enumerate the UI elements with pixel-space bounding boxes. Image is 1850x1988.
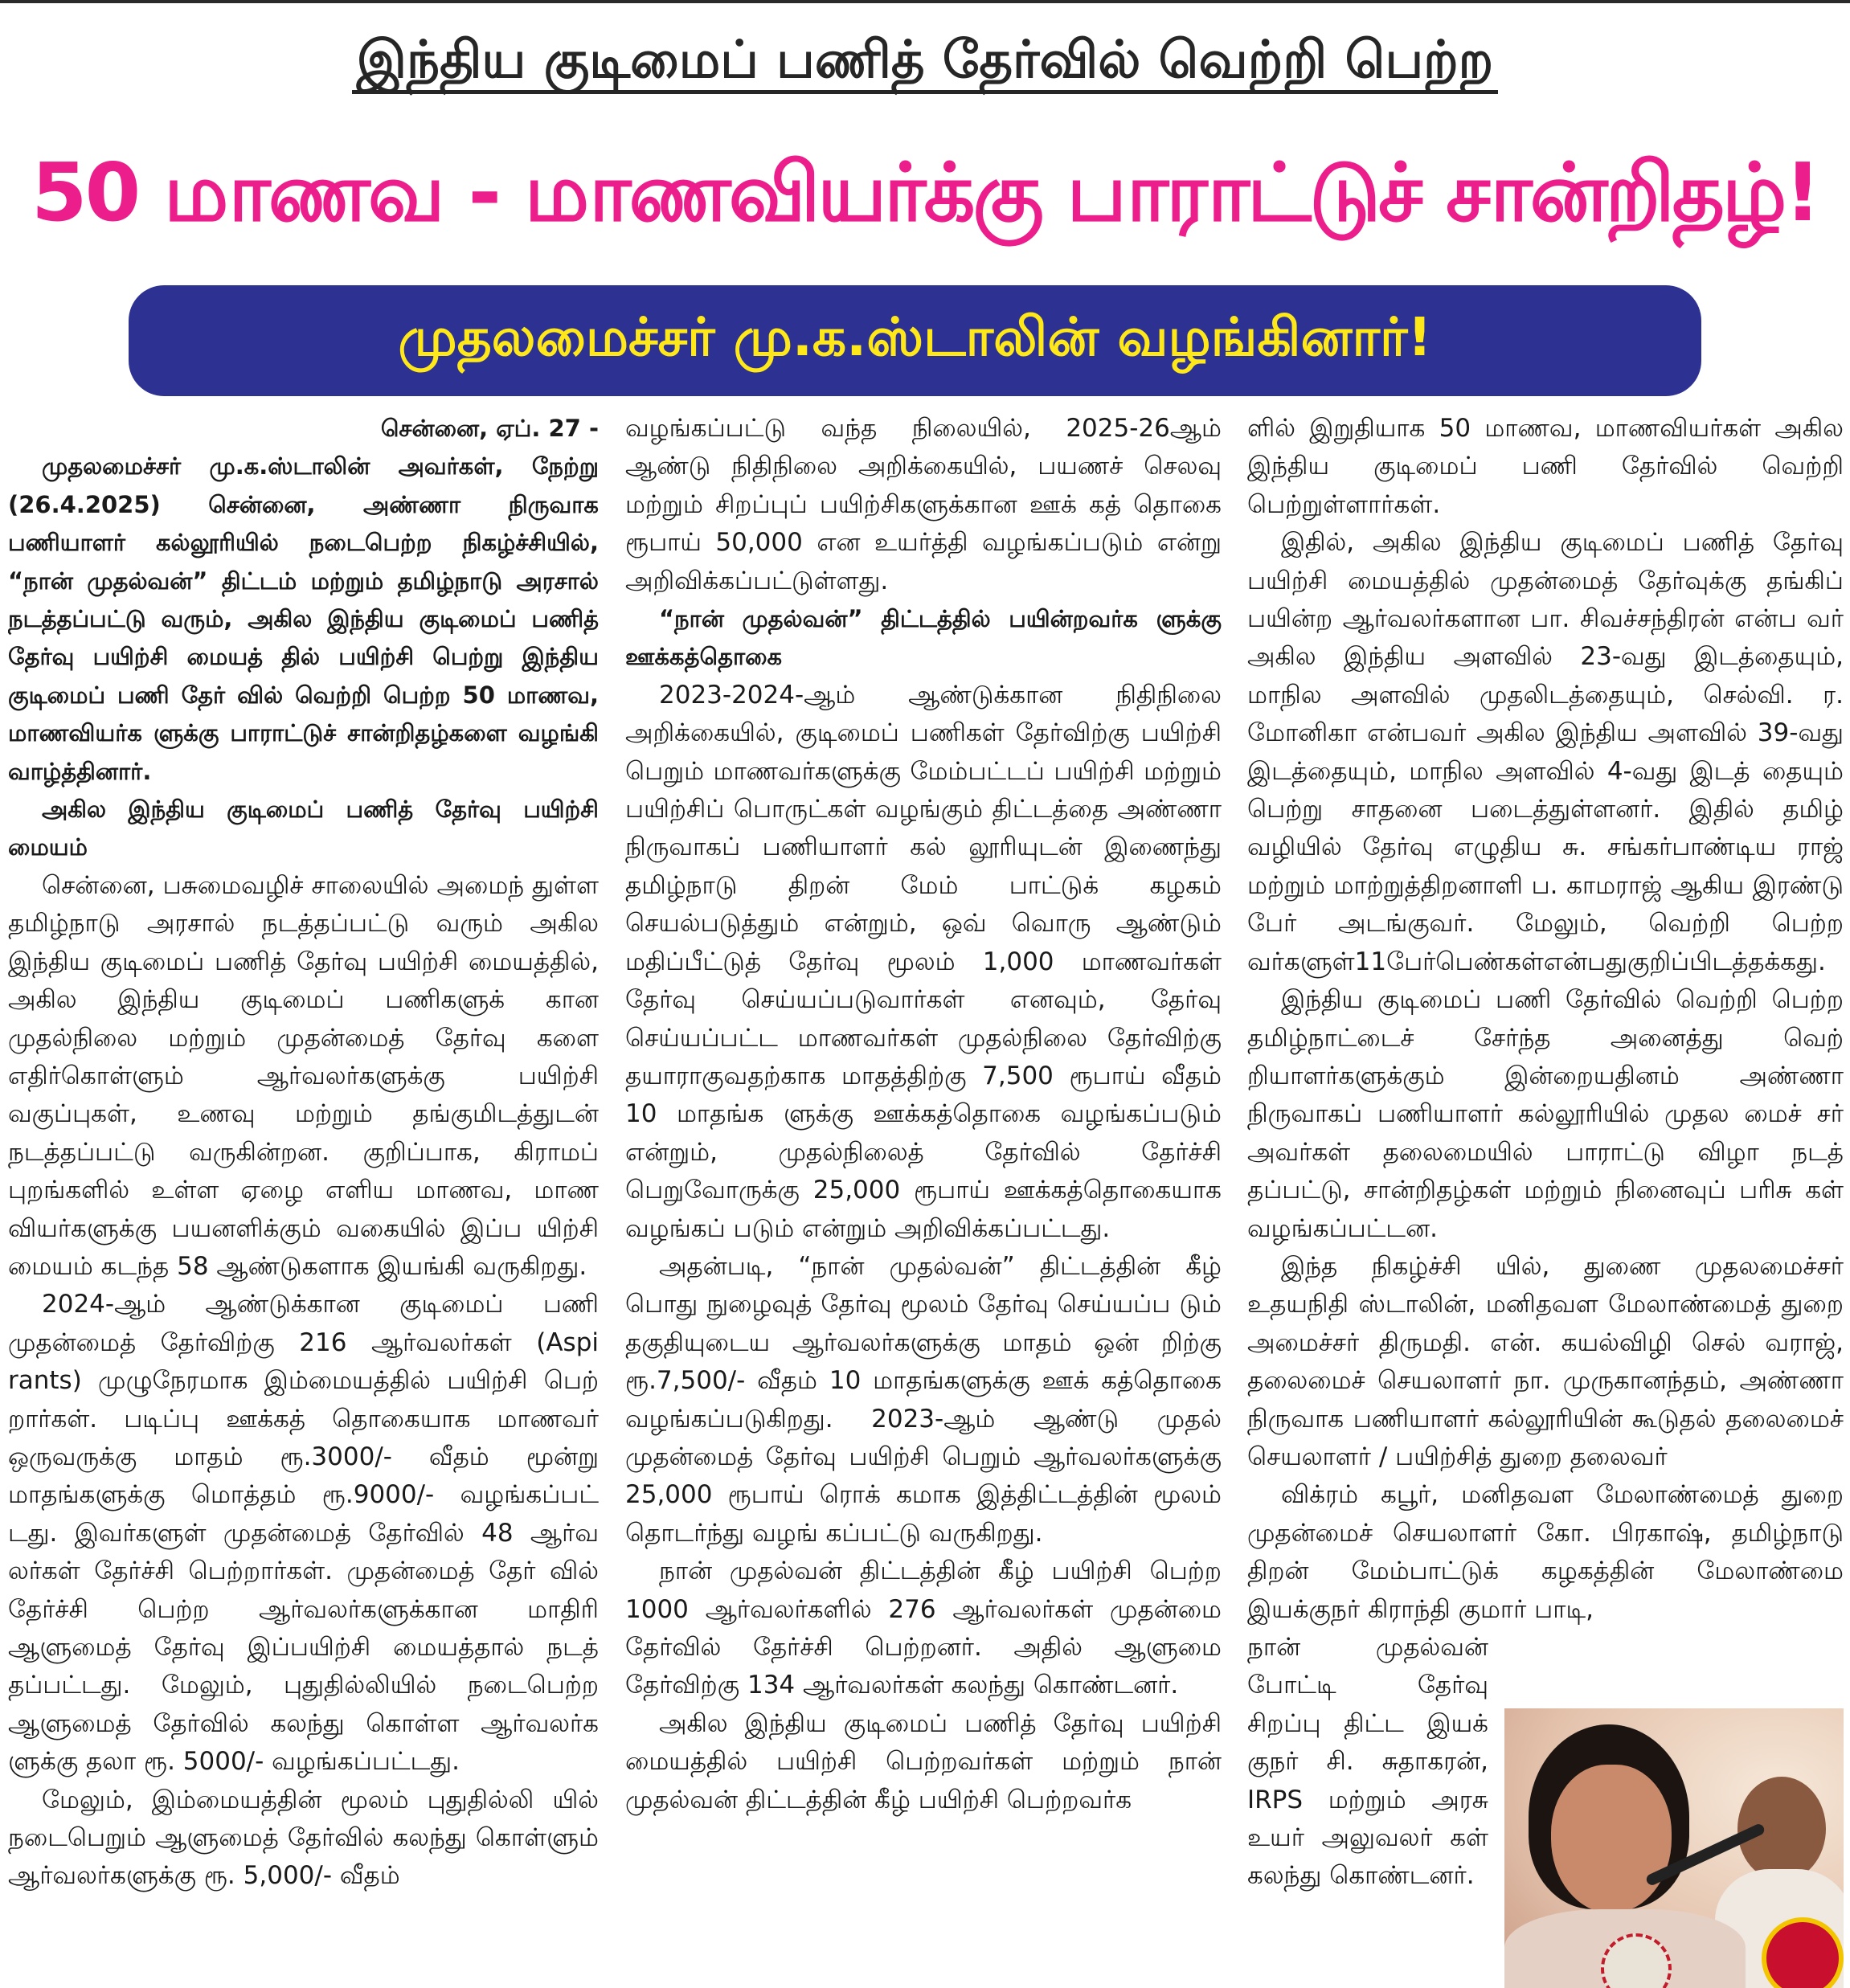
paragraph: சென்னை, பசுமைவழிச் சாலையில் அமைந் துள்ள தமிழ்நாடு அரசால் நடத்தப்பட்டு வரும் அகில இந்திய குடிமைப் பணித் தேர்வு பயிற்சி மையத்தில், அகில இந்திய குடிமைப் பணிகளுக் கான முதல்நிலை மற்றும் முதன்மைத் தேர்வு களை எதிர்கொள்ளும் ஆர்வலர்களுக்கு பயிற்சி வகுப்புகள், உணவு மற்றும் தங்குமிடத்துடன் நடத்தப்பட்டு வருகின்றன. குறிப்பாக, கிராமப் புறங்களில் உள்ள ஏழை எளிய மாணவ, மாண வியர்களுக்கு பயனளிக்கும் வகையில் இப்ப யிற்சி மையம் கடந்த 58 ஆண்டுகளாக இயங்கி வருகிறது. (8, 870, 599, 1281)
main-headline: 50 மாணவ - மாணவியர்க்கு பாராட்டுச் சான்றிதழ்! (31, 145, 1819, 239)
paragraph: ளில் இறுதியாக 50 மாணவ, மாணவியர்கள் அகில இந்திய குடிமைப் பணி தேர்வில் வெற்றி பெற்றுள்ளார்கள். (1247, 414, 1844, 519)
subheading-banner (129, 285, 1701, 396)
section-heading: “நான் முதல்வன்” திட்டத்தில் பயின்றவர்க ளுக்கு ஊக்கத்தொகை (625, 605, 1222, 671)
photo-speaker-at-podium (1504, 1708, 1844, 1988)
paragraph: இந்த நிகழ்ச்சி யில், துணை முதலமைச்சர் உதயநிதி ஸ்டாலின், மனிதவள மேலாண்மைத் துறை அமைச்சர் திருமதி. என். கயல்விழி செல் வராஜ், தலைமைச் செயலாளர் நா. முருகானந்தம், அண்ணா நிருவாக பணியாளர் கல்லூரியின் கூடுதல் தலைமைச் செயலாளர் / பயிற்சித் துறை தலைவர் (1247, 1251, 1844, 1471)
paragraph: விக்ரம் கபூர், மனிதவள மேலாண்மைத் துறை முதன்மைச் செயலாளர் கோ. பிரகாஷ், தமிழ்நாடு திறன் மேம்பாட்டுக் கழகத்தின் மேலாண்மை இயக்குநர் கிராந்தி குமார் பாடி, (1247, 1480, 1844, 1624)
paragraph: வழங்கப்பட்டு வந்த நிலையில், 2025-26ஆம் ஆண்டு நிதிநிலை அறிக்கையில், பயணச் செலவு மற்றும் சிறப்புப் பயிற்சிகளுக்கான ஊக் கத் தொகை ரூபாய் 50,000 என உயர்த்தி வழங்கப்படும் என்று அறிவிக்கப்பட்டுள்ளது. (625, 414, 1222, 595)
article-column-1 (8, 410, 599, 1977)
paragraph: அதன்படி, “நான் முதல்வன்” திட்டத்தின் கீழ் பொது நுழைவுத் தேர்வு மூலம் தேர்வு செய்யப்ப டும் தகுதியுடைய ஆர்வலர்களுக்கு மாதம் ஒன் றிற்கு ரூ.7,500/- வீதம் 10 மாதங்களுக்கு ஊக் கத்தொகை வழங்கப்படுகிறது. 2023-ஆம் ஆண்டு முதல் முதன்மைத் தேர்வு பயிற்சி பெறும் ஆர்வலர்களுக்கு 25,000 ரூபாய் ரொக் கமாக இத்திட்டத்தின் மூலம் தொடர்ந்து வழங் கப்பட்டு வருகிறது. (625, 1251, 1222, 1548)
paragraph: 2024-ஆம் ஆண்டுக்கான குடிமைப் பணி முதன்மைத் தேர்விற்கு 216 ஆர்வலர்கள் (Aspi rants) முழுநேரமாக இம்மையத்தில் பயிற்சி பெற் றார்கள். படிப்பு ஊக்கத் தொகையாக மாணவர் ஒருவருக்கு மாதம் ரூ.3000/- வீதம் மூன்று மாதங்களுக்கு மொத்தம் ரூ.9000/- வழங்கப்பட் டது. இவர்களுள் முதன்மைத் தேர்வில் 48 ஆர்வ லர்கள் தேர்ச்சி பெற்றார்கள். முதன்மைத் தேர் வில் தேர்ச்சி பெற்ற ஆர்வலர்களுக்கான மாதிரி ஆளுமைத் தேர்வு இப்பயிற்சி மையத்தால் நடத் தப்பட்டது. மேலும், புதுதில்லியில் நடைபெற்ற ஆளுமைத் தேர்வில் கலந்து கொள்ள ஆர்வலர்க ளுக்கு தலா ரூ. 5000/- வழங்கப்பட்டது. (8, 1290, 599, 1777)
paragraph: இந்திய குடிமைப் பணி தேர்வில் வெற்றி பெற்ற தமிழ்நாட்டைச் சேர்ந்த அனைத்து வெற் றியாளர்களுக்கும் இன்றையதினம் அண்ணா நிருவாகப் பணியாளர் கல்லூரியில் முதல மைச் சர் அவர்கள் தலைமையில் பாராட்டு விழா நடத் தப்பட்டு, சான்றிதழ்கள் மற்றும் நினைவுப் பரிசு கள் வழங்கப்பட்டன. (1247, 985, 1844, 1243)
paragraph: நான் முதல்வன் திட்டத்தின் கீழ் பயிற்சி பெற்ற 1000 ஆர்வலர்களில் 276 ஆர்வலர்கள் முதன்மை தேர்வில் தேர்ச்சி பெற்றனர். அதில் ஆளுமை தேர்விற்கு 134 ஆர்வலர்கள் கலந்து கொண்டனர். (625, 1556, 1222, 1700)
paragraph: அகில இந்திய குடிமைப் பணித் தேர்வு பயிற்சி மையத்தில் பயிற்சி பெற்றவர்கள் மற்றும் நான் முதல்வன் திட்டத்தின் கீழ் பயிற்சி பெற்றவர்க (625, 1708, 1222, 1814)
paragraph: 2023-2024-ஆம் ஆண்டுக்கான நிதிநிலை அறிக்கையில், குடிமைப் பணிகள் தேர்விற்கு பயிற்சி பெறும் மாணவர்களுக்கு மேம்பட்டப் பயிற்சி மற்றும் பயிற்சிப் பொருட்கள் வழங்கும் திட்டத்தை அண்ணா நிருவாகப் பணியாளர் கல் லூரியுடன் இணைந்து தமிழ்நாடு திறன் மேம் பாட்டுக் கழகம் செயல்படுத்தும் என்றும், ஒவ் வொரு ஆண்டும் மதிப்பீட்டுத் தேர்வு மூலம் 1,000 மாணவர்கள் தேர்வு செய்யப்படுவார்கள் எனவும், தேர்வு செய்யப்பட்ட மாணவர்கள் முதல்நிலை தேர்விற்கு தயாராகுவதற்காக மாதத்திற்கு 7,500 ரூபாய் வீதம் 10 மாதங்க ளுக்கு ஊக்கத்தொகை வழங்கப்படும் என்றும், முதல்நிலைத் தேர்வில் தேர்ச்சி பெறுவோருக்கு 25,000 ரூபாய் ஊக்கத்தொகையாக வழங்கப் படும் என்றும் அறிவிக்கப்பட்டது. (625, 680, 1222, 1243)
closing-paragraph: நான் முதல்வன் போட்டி தேர்வு சிறப்பு திட்ட இயக் குநர் சி. சுதாகரன், IRPS மற்றும் அரசு உயர் அலுவலர் கள் கலந்து கொண்டனர். (1247, 1633, 1488, 1891)
banner-text: முதலமைச்சர் மு.க.ஸ்டாலின் வழங்கினார்! (398, 306, 1432, 368)
kicker-text: இந்திய குடிமைப் பணித் தேர்வில் வெற்றி பெற்ற (352, 31, 1498, 94)
top-rule (0, 0, 1850, 3)
section-heading: அகில இந்திய குடிமைப் பணித் தேர்வு பயிற்சி மையம் (8, 796, 599, 861)
article-column-2 (625, 410, 1222, 1977)
paragraph: மேலும், இம்மையத்தின் மூலம் புதுதில்லி யில் நடைபெறும் ஆளுமைத் தேர்வில் கலந்து கொள்ளும் ஆர்வலர்களுக்கு ரூ. 5,000/- வீதம் (8, 1785, 599, 1891)
lead-paragraph: முதலமைச்சர் மு.க.ஸ்டாலின் அவர்கள், நேற்று (26.4.2025) சென்னை, அண்ணா நிருவாக பணியாளர் கல்லூரியில் நடைபெற்ற நிகழ்ச்சியில், “நான் முதல்வன்” திட்டம் மற்றும் தமிழ்நாடு அரசால் நடத்தப்பட்டு வரும், அகில இந்திய குடிமைப் பணித் தேர்வு பயிற்சி மையத் தில் பயிற்சி பெற்று இந்திய குடிமைப் பணி தேர் வில் வெற்றி பெற்ற 50 மாணவ, மாணவியர்க ளுக்கு பாராட்டுச் சான்றிதழ்களை வழங்கி வாழ்த்தினார். (8, 452, 599, 785)
dateline: சென்னை, ஏப். 27 - (380, 415, 599, 442)
kicker-heading (0, 24, 1850, 96)
woman-face (1551, 1765, 1672, 1913)
paragraph: இதில், அகில இந்திய குடிமைப் பணித் தேர்வு பயிற்சி மையத்தில் முதன்மைத் தேர்வுக்கு தங்கிப் பயின்ற ஆர்வலர்களான பா. சிவச்சந்திரன் என்ப வர் அகில இந்திய அளவில் 23-வது இடத்தையும், மாநில அளவில் முதலிடத்தையும், செல்வி. ர. மோனிகா என்பவர் அகில இந்திய அளவில் 39-வது இடத்தையும், மாநில அளவில் 4-வது இடத் தையும் பெற்று சாதனை படைத்துள்ளனர். இதில் தமிழ் வழியில் தேர்வு எழுதிய சு. சங்கர்பாண்டிய ராஜ் மற்றும் மாற்றுத்திறனாளி ப. காமராஜ் ஆகிய இரண்டு பேர் அடங்குவர். மேலும், வெற்றி பெற்ற வர்களுள்11பேர்பெண்கள்என்பதுகுறிப்பிடத்தக்கது. (1247, 528, 1844, 976)
